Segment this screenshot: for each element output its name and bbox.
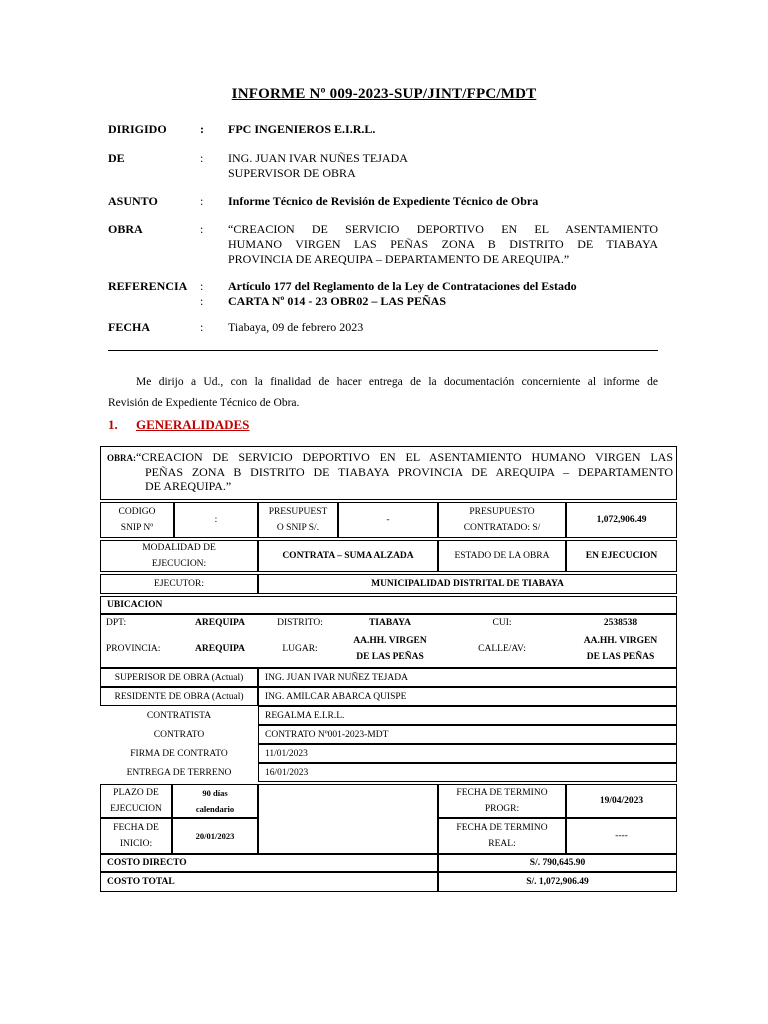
plazo-value-2: calendario	[195, 804, 235, 814]
fecha-value: Tiabaya, 09 de febrero 2023	[228, 320, 364, 334]
codigo-label-2: SNIP Nº	[120, 523, 154, 533]
inicio-label-cell	[100, 818, 172, 854]
divider-line	[108, 350, 658, 351]
lugar-value-2: DE LAS PEÑAS	[356, 652, 424, 662]
lugar-value-1: AA.HH. VIRGEN	[353, 636, 427, 646]
referencia-label: REFERENCIA	[108, 279, 188, 293]
dirigido-value: FPC INGENIEROS E.I.R.L.	[228, 122, 376, 136]
modalidad-label-cell	[100, 540, 258, 572]
termino-prog-label-1: FECHA DE TERMINO	[456, 788, 548, 798]
obra-line-2: HUMANO VIRGEN LAS PEÑAS ZONA B DISTRITO DE TIABAYA	[228, 237, 658, 251]
empty-cell	[258, 784, 438, 854]
referencia-colon: :	[200, 279, 204, 293]
plazo-value-cell	[172, 784, 258, 818]
table-obra-label: OBRA:	[107, 453, 136, 463]
supervisor-value-cell: ING. JUAN IVAR NUÑEZ TEJADA	[258, 668, 677, 687]
dirigido-label: DIRIGIDO	[108, 122, 167, 136]
codigo-value-cell: :	[174, 502, 258, 538]
header-dirigido	[108, 122, 660, 138]
referencia-line-2: CARTA Nº 014 - 23 OBR02 – LAS PEÑAS	[228, 294, 447, 308]
obra-colon: :	[200, 222, 204, 236]
table-obra-line-1: “CREACION DE SERVICIO DEPORTIVO EN EL ASENTAMIENTO HUMANO VIRGEN LAS	[136, 450, 673, 464]
asunto-colon: :	[200, 194, 204, 208]
ejecutor-label-cell: EJECUTOR:	[100, 574, 258, 594]
asunto-label: ASUNTO	[108, 194, 158, 208]
provincia-label: PROVINCIA:	[106, 644, 161, 654]
termino-real-label-2: REAL:	[488, 839, 516, 849]
residente-label-cell: RESIDENTE DE OBRA (Actual)	[100, 687, 258, 706]
header-de	[108, 151, 660, 181]
ejecutor-value-cell: MUNICIPALIDAD DISTRITAL DE TIABAYA	[258, 574, 677, 594]
contratista-label-cell: CONTRATISTA	[146, 710, 212, 721]
section-title: GENERALIDADES	[136, 417, 250, 432]
presup-snip-label-cell	[258, 502, 338, 538]
dirigido-colon: :	[200, 122, 204, 136]
de-label: DE	[108, 151, 125, 165]
intro-paragraph	[108, 372, 658, 414]
calle-label: CALLE/AV:	[478, 644, 526, 654]
obra-line-3: PROVINCIA DE AREQUIPA – DEPARTAMENTO DE AREQUIPA.”	[228, 252, 570, 266]
firma-label-cell: FIRMA DE CONTRATO	[130, 748, 228, 759]
fecha-label: FECHA	[108, 320, 150, 334]
termino-real-label-cell	[438, 818, 566, 854]
presup-contr-label-1: PRESUPUESTO	[469, 507, 535, 517]
distrito-value: TIABAYA	[368, 618, 412, 628]
calle-value	[564, 632, 677, 666]
modalidad-label-1: MODALIDAD DE	[142, 543, 216, 553]
header-asunto	[108, 194, 660, 210]
obra-label: OBRA	[108, 222, 143, 236]
supervisor-label-cell: SUPERISOR DE OBRA (Actual)	[100, 668, 258, 687]
presup-snip-value-cell: -	[338, 502, 438, 538]
termino-prog-label-cell	[438, 784, 566, 818]
residente-value-cell: ING. AMILCAR ABARCA QUISPE	[258, 687, 677, 706]
inicio-label-2: INICIO:	[119, 839, 153, 849]
modalidad-value-cell: CONTRATA – SUMA ALZADA	[258, 540, 438, 572]
referencia-value	[228, 279, 658, 309]
dpt-value: AREQUIPA	[195, 618, 245, 628]
inicio-label-1: FECHA DE	[113, 823, 159, 833]
plazo-value-1: 90 días	[202, 788, 228, 798]
presup-contr-label-2: CONTRATADO: S/	[463, 523, 541, 533]
table-obra-cell	[100, 446, 677, 500]
header-referencia	[108, 279, 660, 311]
table-obra-line-3: DE AREQUIPA.”	[145, 479, 232, 493]
presup-contr-label-cell	[438, 502, 566, 538]
plazo-label-1: PLAZO DE	[113, 788, 159, 798]
ubicacion-label: UBICACION	[107, 600, 163, 610]
termino-prog-value-cell: 19/04/2023	[566, 784, 677, 818]
presup-snip-label-2: O SNIP S/.	[276, 523, 320, 533]
termino-real-value-cell: ----	[566, 818, 677, 854]
report-title: INFORME Nº 009-2023-SUP/JINT/FPC/MDT	[231, 86, 537, 102]
referencia-line-1: Artículo 177 del Reglamento de la Ley de Contrataciones del Estado	[228, 279, 577, 293]
plazo-label-cell	[100, 784, 172, 818]
fecha-colon: :	[200, 320, 204, 334]
referencia-colon-2: :	[200, 294, 204, 308]
de-colon: :	[200, 151, 204, 165]
calle-value-1: AA.HH. VIRGEN	[583, 636, 658, 646]
asunto-value: Informe Técnico de Revisión de Expediente Técnico de Obra	[228, 194, 539, 208]
costo-directo-label-cell: COSTO DIRECTO	[100, 854, 438, 872]
obra-value	[228, 222, 658, 267]
de-name: ING. JUAN IVAR NUÑES TEJADA	[228, 151, 408, 165]
codigo-label-cell	[100, 502, 174, 538]
calle-value-2: DE LAS PEÑAS	[586, 652, 655, 662]
termino-prog-label-2: PROGR:	[484, 804, 520, 814]
estado-label-cell: ESTADO DE LA OBRA	[438, 540, 566, 572]
lugar-value	[340, 632, 440, 666]
ubicacion-header-cell	[100, 596, 677, 614]
provincia-value: AREQUIPA	[195, 644, 245, 654]
termino-real-label-1: FECHA DE TERMINO	[456, 823, 548, 833]
presup-contr-value-cell: 1,072,906.49	[566, 502, 677, 538]
lugar-label: LUGAR:	[282, 644, 318, 654]
de-role: SUPERVISOR DE OBRA	[228, 166, 356, 180]
obra-line-1: “CREACION DE SERVICIO DEPORTIVO EN EL ASENTAMIENTO	[228, 222, 658, 236]
intro-line-1: Me dirijo a Ud., con la finalidad de hacer entrega de la documentación concerniente al informe de	[136, 376, 658, 388]
contratista-value-cell: REGALMA E.I.R.L.	[258, 706, 677, 725]
contrato-value-cell: CONTRATO Nº001-2023-MDT	[258, 725, 677, 744]
costo-directo-value-cell: S/. 790,645.90	[438, 854, 677, 872]
table-obra-line-2: PEÑAS ZONA B DISTRITO DE TIABAYA PROVINCIA DE AREQUIPA – DEPARTAMENTO	[145, 465, 673, 479]
modalidad-label-2: EJECUCION:	[151, 559, 207, 569]
header-fecha	[108, 320, 660, 336]
header-obra	[108, 222, 660, 268]
cui-label: CUI:	[492, 618, 512, 628]
plazo-label-2: EJECUCION	[110, 804, 162, 814]
costo-total-label-cell: COSTO TOTAL	[100, 872, 438, 892]
costo-total-value-cell: S/. 1,072,906.49	[438, 872, 677, 892]
section-heading	[108, 417, 249, 433]
section-number: 1.	[108, 417, 118, 432]
inicio-value-cell: 20/01/2023	[172, 818, 258, 854]
intro-line-2: Revisión de Expediente Técnico de Obra.	[108, 397, 300, 409]
contrato-label-cell: CONTRATO	[153, 729, 205, 740]
de-value	[228, 151, 658, 181]
cui-value: 2538538	[603, 618, 638, 628]
entrega-label-cell: ENTREGA DE TERRENO	[126, 767, 232, 778]
presup-snip-label-1: PRESUPUEST	[268, 507, 328, 517]
distrito-label: DISTRITO:	[277, 618, 323, 628]
estado-value-cell: EN EJECUCION	[566, 540, 677, 572]
entrega-value-cell: 16/01/2023	[258, 763, 677, 782]
dpt-label: DPT:	[106, 618, 127, 628]
firma-value-cell: 11/01/2023	[258, 744, 677, 763]
codigo-label-1: CODIGO	[118, 507, 156, 517]
